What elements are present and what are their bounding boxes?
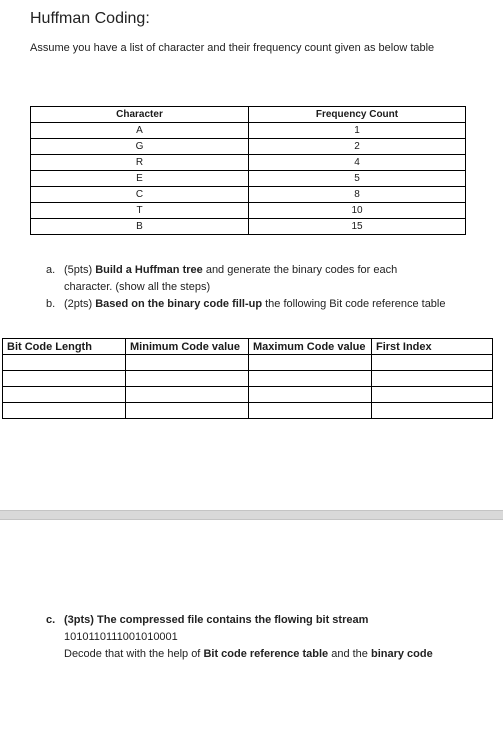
frequency-table-row [31, 203, 466, 219]
bit-code-reference-table [2, 338, 493, 419]
question-b-marker: b. [46, 298, 56, 310]
question-c-bold-1: Bit code reference table [203, 648, 329, 660]
question-c-marker: c. [46, 614, 56, 626]
character-cell: R [31, 155, 249, 171]
frequency-cell: 5 [249, 171, 466, 187]
frequency-table-row [31, 219, 466, 235]
character-cell: C [31, 187, 249, 203]
reference-table-cell[interactable] [372, 371, 493, 387]
question-a [46, 262, 446, 296]
frequency-table-header-row [31, 107, 466, 123]
reference-table-row [3, 387, 493, 403]
question-a-bold: Build a Huffman tree [95, 264, 203, 276]
question-c-text-1: Decode that with the help of [64, 648, 204, 660]
question-a-marker: a. [46, 264, 56, 276]
frequency-cell: 1 [249, 123, 466, 139]
question-c-line-1 [46, 612, 476, 629]
character-cell: T [31, 203, 249, 219]
question-b-points: (2pts) [64, 298, 96, 310]
question-c [46, 612, 476, 663]
reference-table-cell[interactable] [249, 403, 372, 419]
reference-table-cell[interactable] [3, 355, 126, 371]
reference-table-cell[interactable] [126, 355, 249, 371]
character-cell: B [31, 219, 249, 235]
question-b-bold: Based on the binary code fill-up [95, 298, 263, 310]
reference-table-row [3, 403, 493, 419]
frequency-cell: 2 [249, 139, 466, 155]
frequency-cell: 10 [249, 203, 466, 219]
reference-table-cell[interactable] [126, 371, 249, 387]
reference-table-cell[interactable] [3, 403, 126, 419]
maximum-code-value-header: Maximum Code value [249, 339, 372, 355]
frequency-table-row [31, 155, 466, 171]
reference-table-cell[interactable] [372, 403, 493, 419]
question-list [46, 262, 446, 313]
question-c-line-2 [46, 629, 476, 646]
reference-table-cell[interactable] [372, 387, 493, 403]
frequency-count-header: Frequency Count [249, 107, 466, 123]
question-c-bold-2: binary code [370, 648, 433, 660]
frequency-cell: 8 [249, 187, 466, 203]
reference-table-row [3, 355, 493, 371]
character-header: Character [31, 107, 249, 123]
question-b-text: the following Bit code reference table [262, 298, 446, 310]
frequency-table-row [31, 187, 466, 203]
question-c-line-3 [46, 646, 476, 663]
reference-table-cell[interactable] [249, 371, 372, 387]
question-b [46, 296, 446, 313]
question-a-points: (5pts) [64, 264, 96, 276]
question-c-text-2: and the [328, 648, 371, 660]
reference-table-cell[interactable] [126, 403, 249, 419]
reference-table-cell[interactable] [372, 355, 493, 371]
reference-table-header-row [3, 339, 493, 355]
bit-stream: 1010110111001010001 [64, 631, 178, 643]
character-cell: A [31, 123, 249, 139]
reference-table-cell[interactable] [3, 371, 126, 387]
reference-table-cell[interactable] [126, 387, 249, 403]
frequency-table [30, 106, 466, 235]
bit-code-length-header: Bit Code Length [3, 339, 126, 355]
frequency-cell: 4 [249, 155, 466, 171]
first-index-header: First Index [372, 339, 493, 355]
question-a-text: and generate the binary codes for each character. (show all the steps) [64, 264, 398, 293]
reference-table-cell[interactable] [249, 355, 372, 371]
frequency-cell: 15 [249, 219, 466, 235]
reference-table-row [3, 371, 493, 387]
intro-paragraph: Assume you have a list of character and their frequency count given as below table [30, 42, 435, 54]
page-title: Huffman Coding: [30, 10, 150, 27]
page-break [0, 510, 503, 520]
frequency-table-row [31, 123, 466, 139]
character-cell: G [31, 139, 249, 155]
reference-table-cell[interactable] [3, 387, 126, 403]
question-c-heading: (3pts) The compressed file contains the flowing bit stream [64, 614, 369, 626]
reference-table-cell[interactable] [249, 387, 372, 403]
character-cell: E [31, 171, 249, 187]
minimum-code-value-header: Minimum Code value [126, 339, 249, 355]
frequency-table-row [31, 171, 466, 187]
frequency-table-row [31, 139, 466, 155]
